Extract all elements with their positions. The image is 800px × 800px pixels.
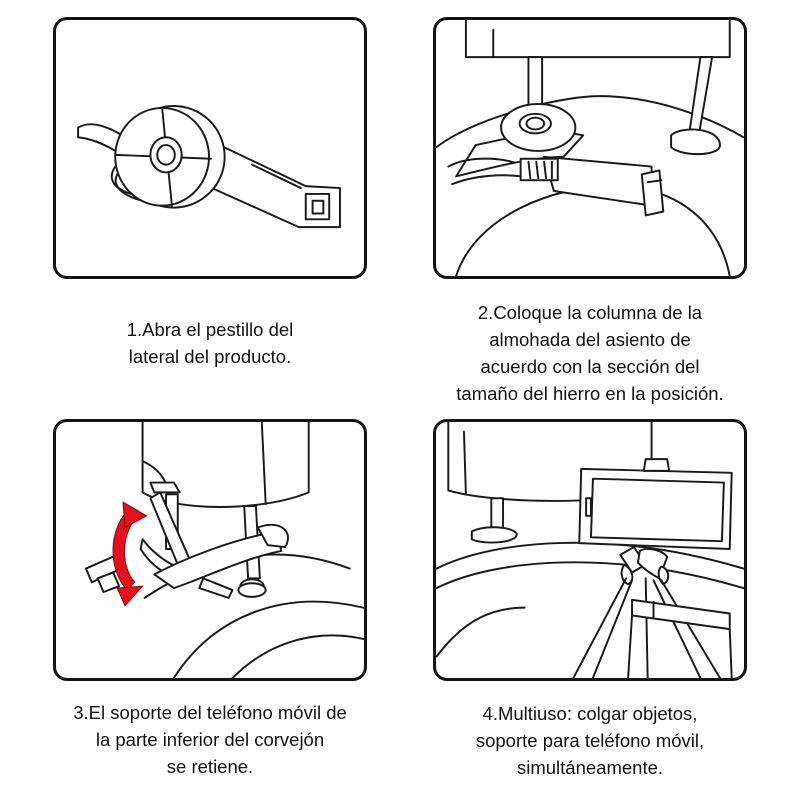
step-2-line-1: 2.Coloque la columna de la: [477, 302, 703, 323]
step-2-line-4: tamaño del hierro en la posición.: [456, 383, 724, 404]
step-4-caption: [420, 700, 760, 781]
step-3-line-2: la parte inferior del corvejón: [95, 729, 325, 750]
step-3-illustration: [53, 419, 367, 681]
phone-holder-rotate-drawing: [56, 422, 364, 678]
step-1-caption: [60, 316, 360, 370]
step-3-line-3: se retiene.: [166, 756, 254, 777]
step-1-line-1: 1.Abra el pestillo del: [126, 319, 294, 340]
step-1-illustration: [53, 17, 367, 279]
step-2-line-3: acuerdo con la sección del: [480, 356, 700, 377]
step-2-illustration: [433, 17, 747, 279]
hook-open-latch-drawing: [56, 20, 364, 276]
step-2-line-2: almohada del asiento de: [489, 329, 691, 350]
step-1-line-2: lateral del producto.: [128, 346, 292, 367]
multiuse-phone-and-bag-drawing: [436, 422, 744, 678]
step-4-line-2: soporte para teléfono móvil,: [475, 730, 705, 751]
step-3-line-1: 3.El soporte del teléfono móvil de: [73, 702, 347, 723]
step-3-caption: [40, 699, 380, 780]
step-2-caption: [420, 299, 760, 407]
step-4-line-3: simultáneamente.: [516, 757, 664, 778]
step-4-illustration: [433, 419, 747, 681]
hook-on-headrest-post-drawing: [436, 20, 744, 276]
step-4-line-1: 4.Multiuso: colgar objetos,: [482, 703, 698, 724]
